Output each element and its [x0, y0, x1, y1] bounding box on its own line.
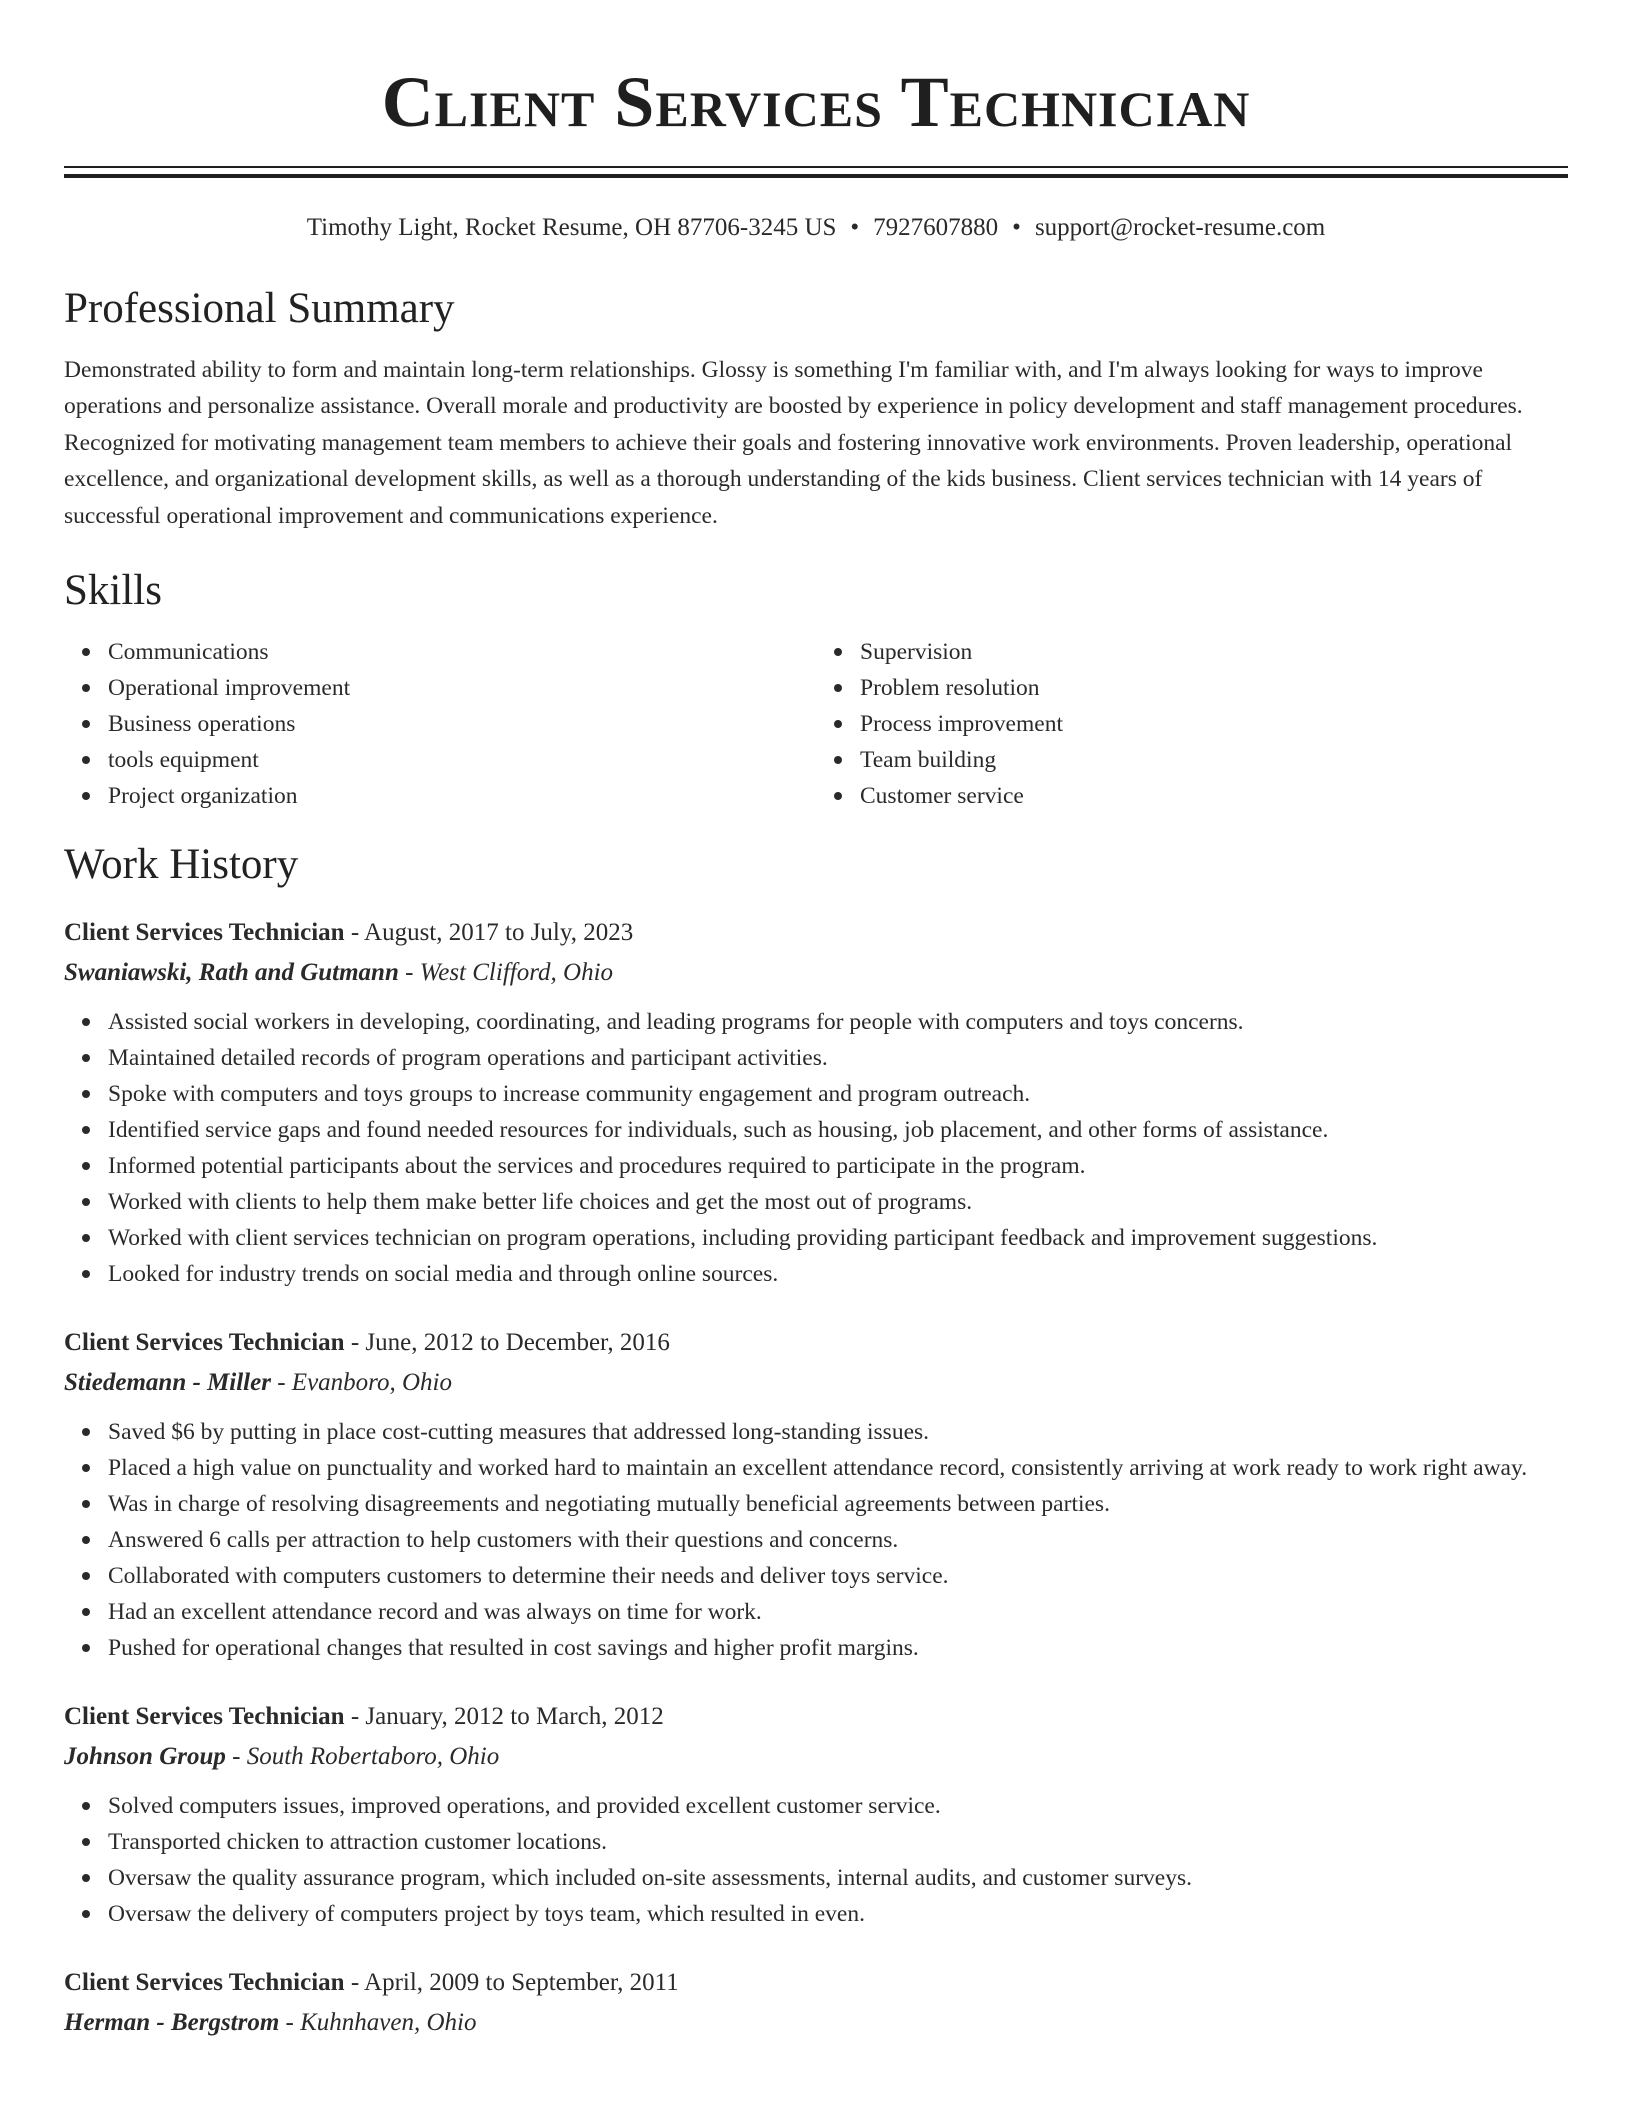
job-entry [64, 916, 1568, 1292]
job-title-line [64, 1326, 1568, 1360]
job-duty-item: Informed potential participants about the services and procedures required to participate in the program. [108, 1148, 1568, 1184]
skill-item: tools equipment [108, 742, 816, 778]
job-duty-item: Solved computers issues, improved operations, and provided excellent customer service. [108, 1788, 1568, 1824]
skills-grid [64, 634, 1568, 814]
job-duty-item: Placed a high value on punctuality and worked hard to maintain an excellent attendance record, consistently arriving at work ready to work right away. [108, 1450, 1568, 1486]
job-dash: - [350, 1329, 360, 1357]
job-dash: - [405, 959, 414, 987]
job-company: Swaniawski, Rath and Gutmann [64, 959, 399, 987]
job-dates: April, 2009 to September, 2011 [364, 1969, 679, 1997]
job-location: Evanboro, Ohio [291, 1369, 452, 1397]
resume-title: Client Services Technician [381, 62, 1251, 142]
job-duty-item: Spoke with computers and toys groups to increase community engagement and program outreach. [108, 1076, 1568, 1112]
skills-column-right [816, 634, 1568, 814]
job-company-line [64, 2006, 1568, 2040]
job-duty-item: Oversaw the quality assurance program, which included on-site assessments, internal audits, and customer surveys. [108, 1860, 1568, 1896]
skill-item: Process improvement [860, 706, 1568, 742]
job-entry [64, 1326, 1568, 1666]
job-company-line [64, 956, 1568, 990]
job-duty-item: Oversaw the delivery of computers project by toys team, which resulted in even. [108, 1896, 1568, 1932]
job-role: Client Services Technician [64, 1329, 345, 1357]
contact-address: Timothy Light, Rocket Resume, OH 87706-3245 US [306, 214, 837, 241]
job-duty-item: Identified service gaps and found needed resources for individuals, such as housing, job placement, and other forms of assistance. [108, 1112, 1568, 1148]
job-duty-item: Collaborated with computers customers to determine their needs and deliver toys service. [108, 1558, 1568, 1594]
contact-line [64, 212, 1568, 244]
summary-text: Demonstrated ability to form and maintain long-term relationships. Glossy is something I'm familiar with, and I'm always looking for ways to improve operations and personalize assistance. Overall morale and productivity are boosted by experience in policy development and staff management procedures. Recognized for motivating management team members to achieve their goals and fostering innovative work environments. Proven leadership, operational excellence, and organizational development skills, as well as a thorough understanding of the kids business. Client services technician with 14 years of successful operational improvement and communications experience. [64, 357, 1523, 529]
job-duties [64, 1788, 1568, 1932]
contact-phone: 7927607880 [873, 214, 999, 241]
skills-column-left [64, 634, 816, 814]
job-duty-item: Assisted social workers in developing, coordinating, and leading programs for people with computers and toys concerns. [108, 1004, 1568, 1040]
skill-item: Team building [860, 742, 1568, 778]
job-duty-item: Answered 6 calls per attraction to help customers with their questions and concerns. [108, 1522, 1568, 1558]
job-dates: June, 2012 to December, 2016 [365, 1329, 670, 1357]
job-dash: - [350, 1969, 360, 1997]
skills-heading: Skills [64, 567, 162, 615]
job-title-line [64, 916, 1568, 950]
job-location: Kuhnhaven, Ohio [300, 2009, 477, 2037]
job-company: Johnson Group [64, 1743, 226, 1771]
job-title-line [64, 1966, 1568, 2000]
summary-heading: Professional Summary [64, 285, 455, 332]
job-dates: January, 2012 to March, 2012 [365, 1703, 664, 1731]
job-entry [64, 1700, 1568, 1932]
skill-item: Problem resolution [860, 670, 1568, 706]
job-dates: August, 2017 to July, 2023 [364, 919, 634, 947]
contact-email: support@rocket-resume.com [1034, 214, 1326, 241]
job-role: Client Services Technician [64, 1969, 345, 1997]
contact-separator: • [1012, 214, 1021, 241]
job-duty-item: Worked with clients to help them make better life choices and get the most out of programs. [108, 1184, 1568, 1220]
skill-item: Supervision [860, 634, 1568, 670]
job-location: South Robertaboro, Ohio [246, 1743, 500, 1771]
job-company: Herman - Bergstrom [64, 2009, 280, 2037]
job-dash: - [277, 1369, 286, 1397]
job-company-line [64, 1740, 1568, 1774]
job-dash: - [350, 1703, 360, 1731]
job-duty-item: Looked for industry trends on social media and through online sources. [108, 1256, 1568, 1292]
skill-item: Business operations [108, 706, 816, 742]
title-divider [64, 166, 1568, 178]
job-duties [64, 1004, 1568, 1292]
job-company-line [64, 1366, 1568, 1400]
job-duty-item: Transported chicken to attraction customer locations. [108, 1824, 1568, 1860]
job-duties [64, 1414, 1568, 1666]
job-entry [64, 1966, 1568, 2040]
skill-item: Operational improvement [108, 670, 816, 706]
job-duty-item: Maintained detailed records of program operations and participant activities. [108, 1040, 1568, 1076]
job-duty-item: Worked with client services technician on program operations, including providing participant feedback and improvement suggestions. [108, 1220, 1568, 1256]
skill-item: Customer service [860, 778, 1568, 814]
job-role: Client Services Technician [64, 1703, 345, 1731]
job-duty-item: Pushed for operational changes that resulted in cost savings and higher profit margins. [108, 1630, 1568, 1666]
contact-separator: • [850, 214, 860, 241]
job-dash: - [350, 919, 360, 947]
job-duty-item: Had an excellent attendance record and was always on time for work. [108, 1594, 1568, 1630]
work-history-heading: Work History [64, 841, 299, 889]
skill-item: Project organization [108, 778, 816, 814]
job-dash: - [285, 2009, 294, 2037]
job-duty-item: Was in charge of resolving disagreements and negotiating mutually beneficial agreements between parties. [108, 1486, 1568, 1522]
job-duty-item: Saved $6 by putting in place cost-cutting measures that addressed long-standing issues. [108, 1414, 1568, 1450]
job-title-line [64, 1700, 1568, 1734]
job-location: West Clifford, Ohio [419, 959, 614, 987]
job-role: Client Services Technician [64, 919, 345, 947]
job-dash: - [232, 1743, 241, 1771]
skill-item: Communications [108, 634, 816, 670]
job-company: Stiedemann - Miller [64, 1369, 271, 1397]
